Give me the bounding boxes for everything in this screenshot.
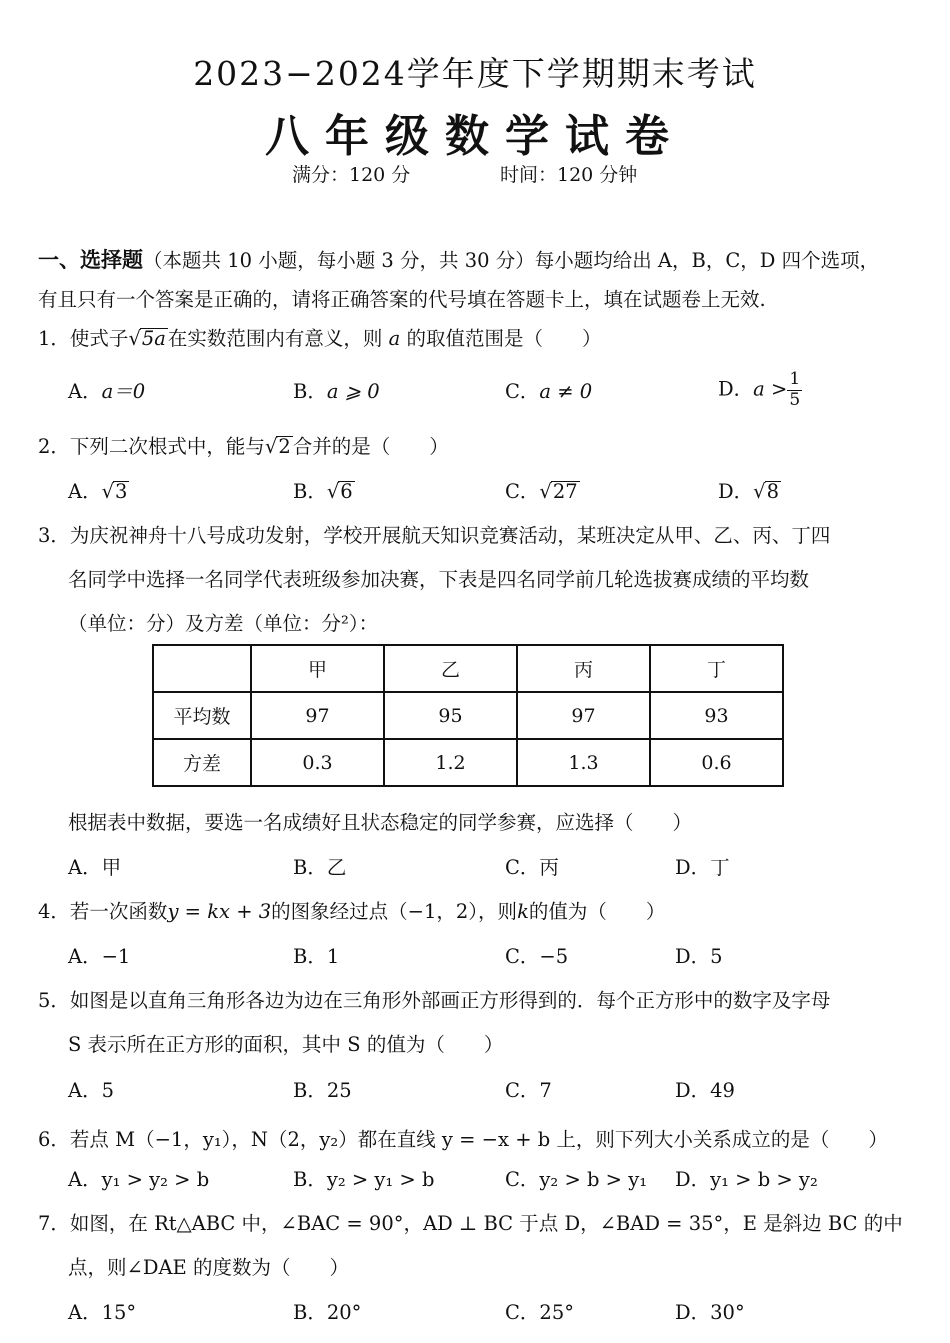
q5-number: 5． — [38, 989, 70, 1012]
q1-d-fraction — [787, 370, 802, 410]
q7-number: 7． — [38, 1212, 70, 1235]
q1-post2: 的取值范围是（ ） — [406, 327, 602, 350]
q6-option-d[interactable]: D．y₁ > b > y₂ — [675, 1168, 818, 1191]
q2-a-label: A． — [68, 480, 102, 503]
section1-desc2: 有且只有一个答案是正确的，请将正确答案的代号填在答题卡上，填在试题卷上无效. — [38, 288, 766, 311]
q3-score-table — [152, 644, 784, 787]
q2-b-label: B． — [293, 480, 327, 503]
q2-d-radicand: 8 — [766, 480, 779, 503]
table-header-cell — [153, 645, 251, 692]
q7-line1 — [38, 1214, 903, 1234]
q5-option-b[interactable]: B．25 — [293, 1079, 352, 1102]
q1-var: a — [388, 327, 401, 350]
q3-option-a[interactable]: A．甲 — [68, 856, 122, 879]
q1-number: 1． — [38, 327, 70, 350]
q2-radical: √2 — [264, 435, 291, 458]
q2-a-radicand: 3 — [115, 480, 128, 503]
exam-title-line1: 2023−2024学年度下学期期末考试 — [193, 54, 757, 93]
table-cell: 97 — [251, 692, 384, 739]
q4-number: 4． — [38, 900, 70, 923]
q7-option-c[interactable]: C．25° — [505, 1301, 574, 1324]
q4-var: k — [517, 900, 529, 923]
q3-number: 3． — [38, 524, 70, 547]
q6-option-c[interactable]: C．y₂ > b > y₁ — [505, 1168, 648, 1191]
q1-option-d[interactable] — [718, 370, 802, 410]
full-score: 满分：120 分 — [292, 164, 411, 186]
q1-radical: √5a — [128, 327, 166, 350]
q2-option-c[interactable] — [505, 481, 580, 502]
q3-option-c[interactable]: C．丙 — [505, 856, 559, 879]
q2-pre: 下列二次根式中，能与 — [69, 435, 265, 458]
q3-line1 — [38, 526, 830, 546]
table-cell: 平均数 — [153, 692, 251, 739]
q3-line3: （单位：分）及方差（单位：分²）： — [68, 612, 379, 635]
q2-d-label: D． — [718, 480, 754, 503]
table-header-cell: 乙 — [384, 645, 517, 692]
table-header-row — [153, 645, 783, 692]
q5-line2: S 表示所在正方形的面积，其中 S 的值为（ ） — [68, 1033, 504, 1056]
q1-radicand: 5a — [141, 327, 166, 350]
table-cell: 方差 — [153, 739, 251, 786]
q2-c-radicand: 27 — [552, 480, 578, 503]
section1-title: 一、选择题 — [38, 248, 143, 272]
q7-option-a[interactable]: A．15° — [68, 1301, 137, 1324]
q1-d-num: 1 — [789, 369, 801, 389]
q7-option-d[interactable]: D．30° — [675, 1301, 745, 1324]
q5-line1-text: 如图是以直角三角形各边为边在三角形外部画正方形得到的．每个正方形中的数字及字母 — [69, 989, 831, 1012]
table-row — [153, 692, 783, 739]
q2-a-radical: √3 — [101, 480, 128, 503]
q6-stem — [38, 1130, 888, 1150]
q4-option-b[interactable]: B．1 — [293, 945, 340, 968]
q3-option-b[interactable]: B．乙 — [293, 856, 347, 879]
q3-question: 根据表中数据，要选一名成绩好且状态稳定的同学参赛，应选择（ ） — [68, 811, 693, 834]
q2-post: 合并的是（ ） — [292, 435, 449, 458]
q1-a-label: A． — [68, 380, 102, 403]
q4-stem — [38, 902, 665, 922]
q1-c-label: C． — [505, 380, 540, 403]
q1-a-text: a＝0 — [101, 380, 146, 403]
table-row — [153, 739, 783, 786]
q1-d-den: 5 — [789, 389, 801, 410]
q6-option-b[interactable]: B．y₂ > y₁ > b — [293, 1168, 435, 1191]
q5-option-c[interactable]: C．7 — [505, 1079, 552, 1102]
table-cell: 1.3 — [517, 739, 650, 786]
table-cell: 0.3 — [251, 739, 384, 786]
q6-option-a[interactable]: A．y₁ > y₂ > b — [68, 1168, 210, 1191]
q3-line2: 名同学中选择一名同学代表班级参加决赛，下表是四名同学前几轮选拔赛成绩的平均数 — [68, 568, 810, 591]
q4-function: y = kx + 3 — [167, 900, 272, 923]
q6-number: 6． — [38, 1128, 70, 1151]
exam-time: 时间：120 分钟 — [500, 164, 638, 186]
q5-option-d[interactable]: D．49 — [675, 1079, 735, 1102]
q1-option-c[interactable] — [505, 382, 592, 402]
table-header-cell: 甲 — [251, 645, 384, 692]
q3-option-d[interactable]: D．丁 — [675, 856, 730, 879]
table-cell: 93 — [650, 692, 783, 739]
q4-option-a[interactable]: A．−1 — [68, 945, 131, 968]
q1-option-a[interactable] — [68, 382, 145, 402]
q7-option-b[interactable]: B．20° — [293, 1301, 362, 1324]
q1-d-pre: a > — [753, 377, 788, 401]
table-cell: 1.2 — [384, 739, 517, 786]
q2-b-radicand: 6 — [340, 480, 353, 503]
q2-option-b[interactable] — [293, 481, 355, 502]
table-cell: 97 — [517, 692, 650, 739]
section1-desc: （本题共 10 小题，每小题 3 分，共 30 分）每小题均给出 A，B，C，D 四个选项， — [143, 249, 880, 272]
q2-number: 2． — [38, 435, 70, 458]
q1-pre: 使式子 — [69, 327, 129, 350]
q2-stem — [38, 436, 449, 457]
q1-post: 在实数范围内有意义，则 — [167, 327, 383, 350]
section1-header — [38, 250, 879, 271]
q1-b-label: B． — [293, 380, 327, 403]
q7-line1-text: 如图，在 Rt△ABC 中，∠BAC = 90°，AD ⊥ BC 于点 D，∠BAD = 35°，E 是斜边 BC 的中 — [69, 1212, 903, 1235]
q7-line2: 点，则∠DAE 的度数为（ ） — [68, 1256, 349, 1279]
q4-post2: 的值为（ ） — [528, 900, 666, 923]
q2-c-label: C． — [505, 480, 540, 503]
q3-line1-text: 为庆祝神舟十八号成功发射，学校开展航天知识竞赛活动，某班决定从甲、乙、丙、丁四 — [69, 524, 831, 547]
q2-b-radical: √6 — [326, 480, 353, 503]
q4-option-d[interactable]: D．5 — [675, 945, 723, 968]
q2-option-a[interactable] — [68, 481, 129, 502]
q4-post: 的图象经过点（−1，2），则 — [271, 900, 518, 923]
table-cell: 0.6 — [650, 739, 783, 786]
exam-title-line2: 八年级数学试卷 — [265, 111, 685, 162]
q2-option-d[interactable] — [718, 481, 781, 502]
q2-radicand: 2 — [278, 435, 291, 458]
q1-option-b[interactable] — [293, 382, 380, 402]
q1-b-text: a ⩾ 0 — [326, 380, 380, 403]
q1-c-text: a ≠ 0 — [539, 380, 593, 403]
table-header-cell: 丁 — [650, 645, 783, 692]
q1-stem — [38, 328, 602, 349]
q2-c-radical: √27 — [539, 480, 578, 503]
q5-option-a[interactable]: A．5 — [68, 1079, 114, 1102]
table-header-cell: 丙 — [517, 645, 650, 692]
q4-pre: 若一次函数 — [69, 900, 168, 923]
table-cell: 95 — [384, 692, 517, 739]
q1-d-label: D． — [718, 377, 754, 401]
q5-line1 — [38, 991, 830, 1011]
q2-d-radical: √8 — [753, 480, 779, 503]
q6-text: 若点 M（−1，y₁），N（2，y₂）都在直线 y = −x + b 上，则下列大小关系成立的是（ ） — [69, 1128, 888, 1151]
q4-option-c[interactable]: C．−5 — [505, 945, 569, 968]
